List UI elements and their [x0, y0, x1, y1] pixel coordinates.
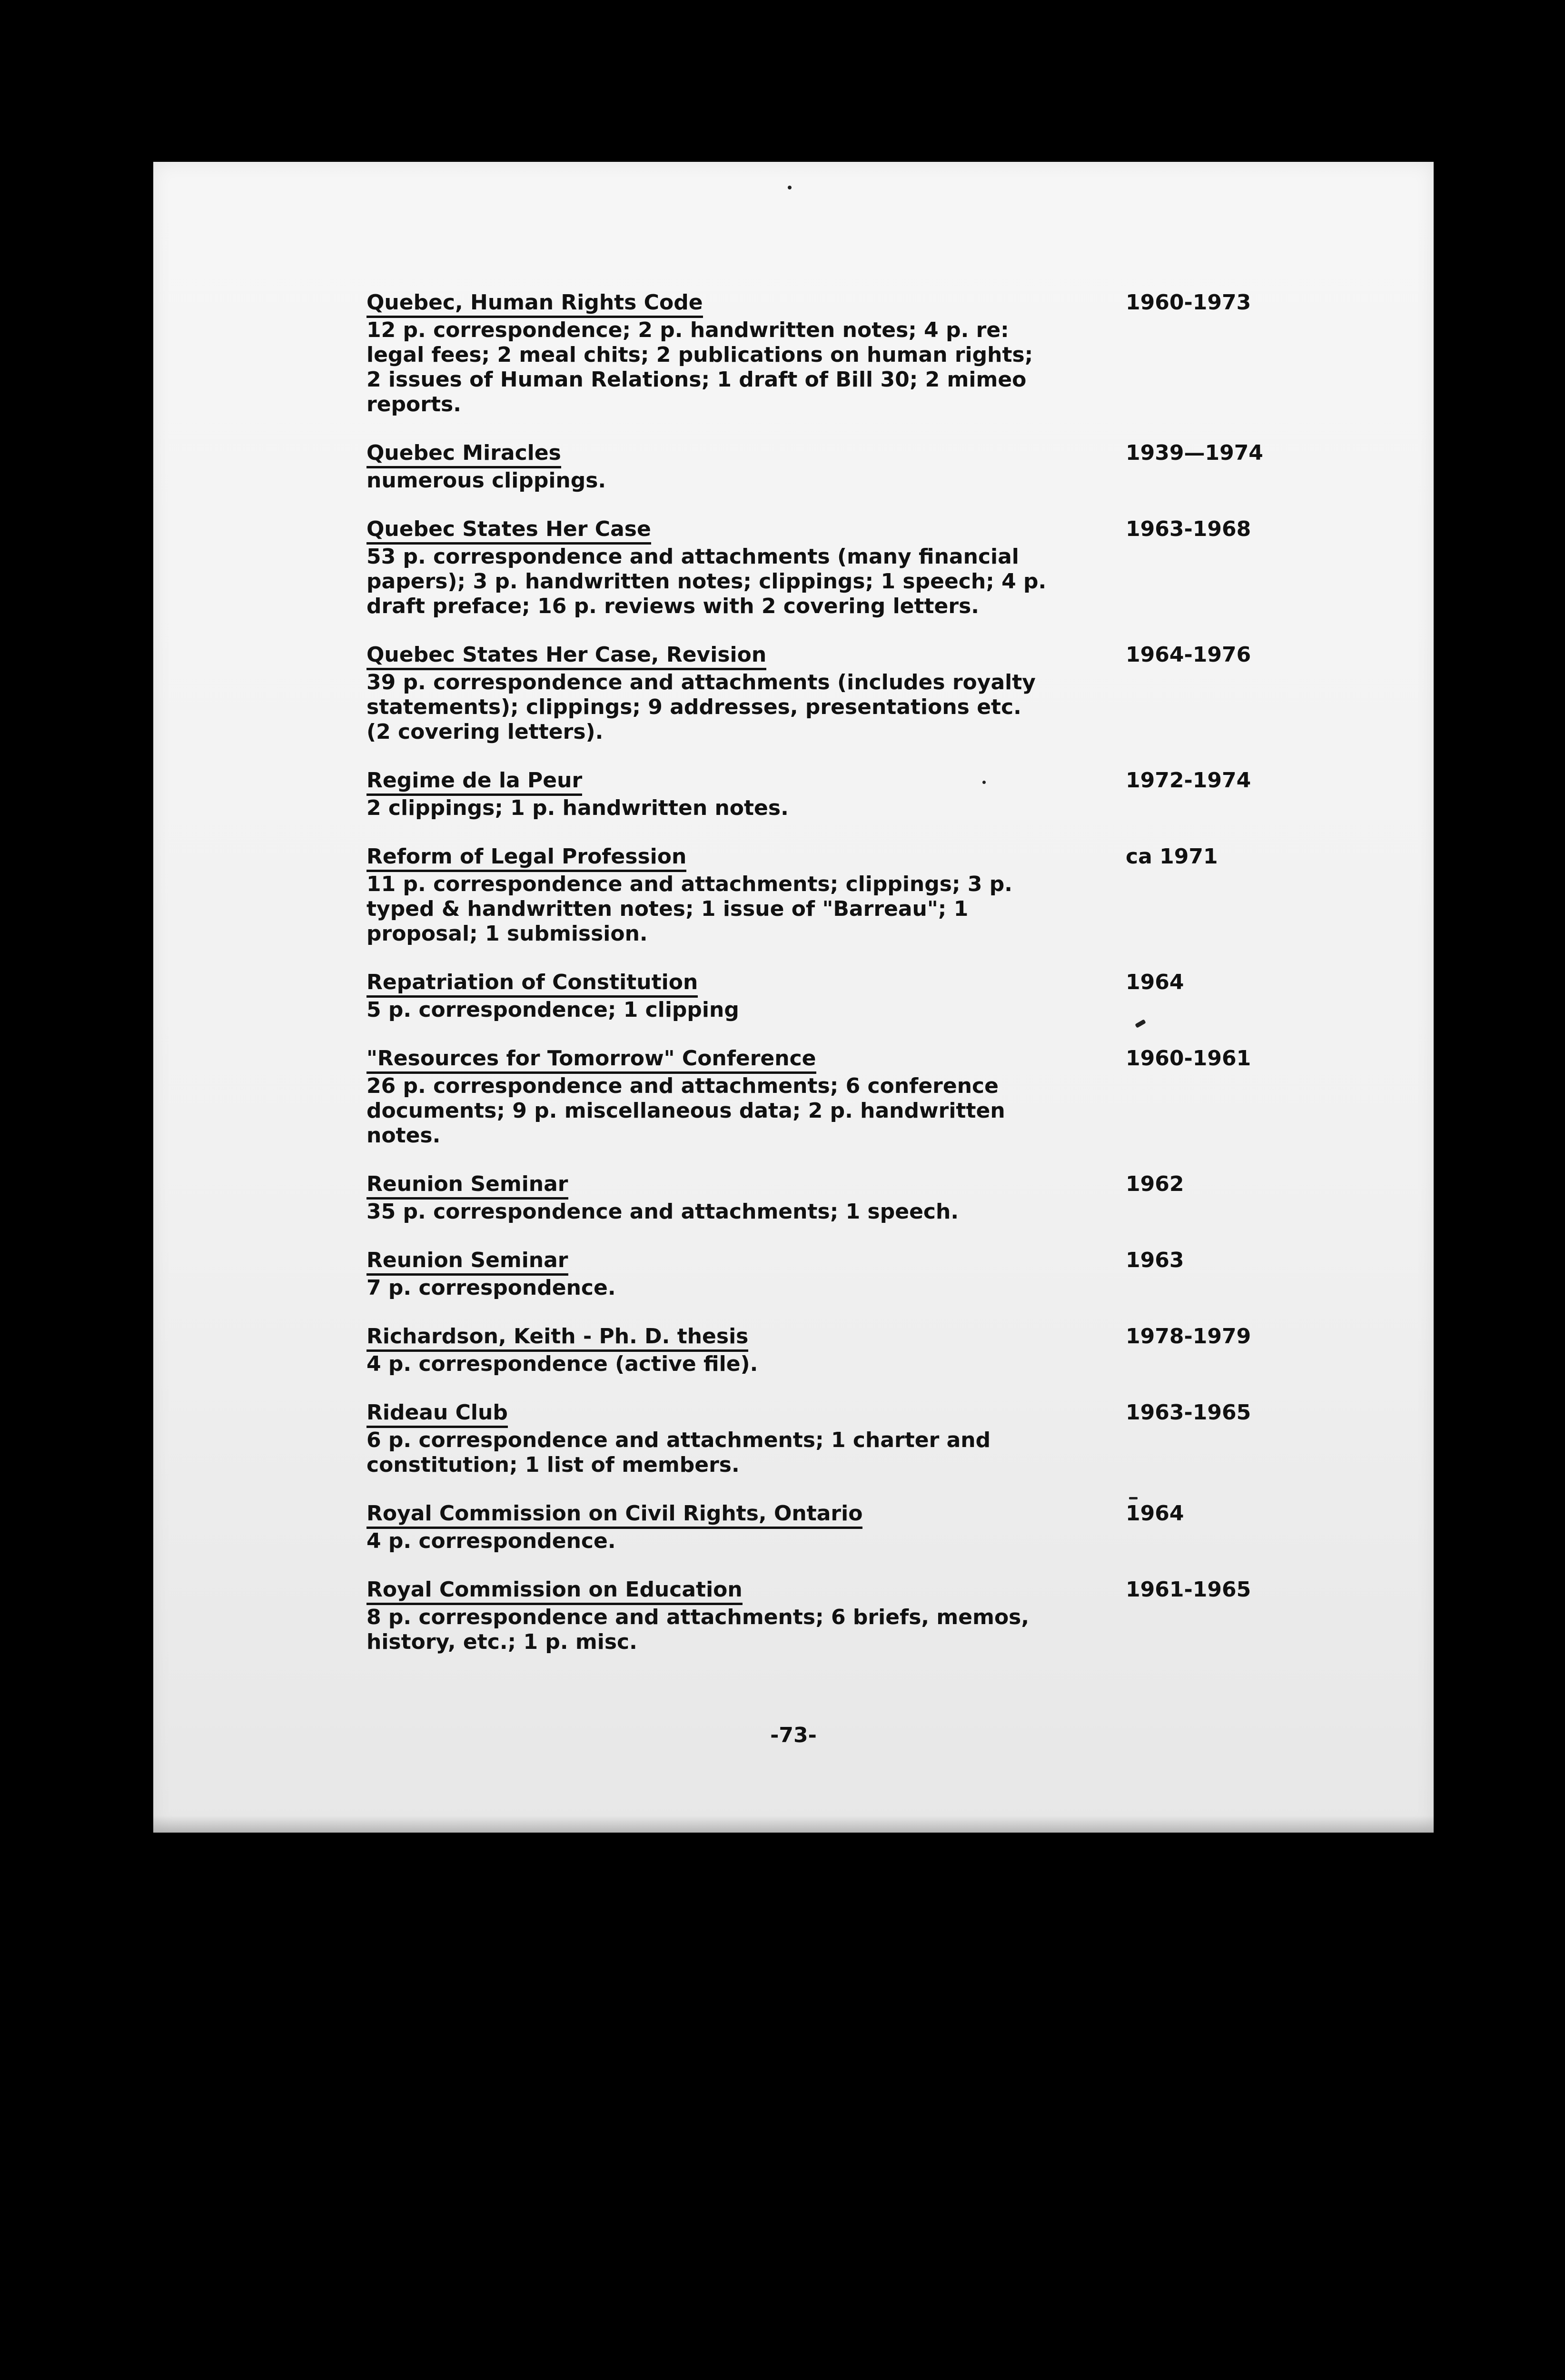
entry-title: Reunion Seminar	[366, 1248, 568, 1276]
entry-title: Repatriation of Constitution	[366, 970, 698, 998]
entry-description: 12 p. correspondence; 2 p. handwritten notes; 4 p. re: legal fees; 2 meal chits; 2 publications on human rights; 2 issues of Human Relations; 1 draft of Bill 30; 2 mimeo reports.	[366, 318, 1033, 416]
entry-date: 1972-1974	[1126, 768, 1251, 793]
page-number: -73-	[770, 1723, 817, 1747]
entry-description: 8 p. correspondence and attachments; 6 briefs, memos, history, etc.; 1 p. misc.	[366, 1605, 1030, 1654]
scan-speck	[788, 186, 792, 189]
list-item	[366, 1400, 1404, 1478]
entry-date: 1960-1973	[1126, 290, 1251, 315]
list-item	[366, 1248, 1404, 1300]
list-item	[366, 643, 1404, 744]
entry-description: 6 p. correspondence and attachments; 1 charter and constitution; 1 list of members.	[366, 1428, 991, 1477]
entry-title: Reunion Seminar	[366, 1172, 568, 1200]
entry-date: 1964-1976	[1126, 643, 1251, 667]
entry-title: Rideau Club	[366, 1400, 508, 1428]
entry-description: 5 p. correspondence; 1 clipping	[366, 998, 739, 1022]
entry-date: ca 1971	[1126, 844, 1218, 869]
entry-date: 1978-1979	[1126, 1324, 1251, 1349]
entry-description: 53 p. correspondence and attachments (many financial papers); 3 p. handwritten notes; clippings; 1 speech; 4 p. draft preface; 16 p. reviews with 2 covering letters.	[366, 545, 1047, 618]
list-item	[366, 1046, 1404, 1148]
scan-speck	[982, 781, 986, 784]
scan-speck	[1129, 1497, 1138, 1499]
list-item	[366, 844, 1404, 946]
entry-title: Quebec, Human Rights Code	[366, 290, 703, 318]
entry-title: Quebec Miracles	[366, 441, 561, 468]
entry-description: 39 p. correspondence and attachments (includes royalty statements); clippings; 9 addresses, presentations etc. (2 covering letters).	[366, 670, 1036, 744]
entry-description: 4 p. correspondence (active file).	[366, 1352, 758, 1376]
entry-title: Richardson, Keith - Ph. D. thesis	[366, 1324, 748, 1352]
entry-description: 2 clippings; 1 p. handwritten notes.	[366, 796, 789, 820]
entry-description: 11 p. correspondence and attachments; clippings; 3 p. typed & handwritten notes; 1 issue of "Barreau"; 1 proposal; 1 submission.	[366, 872, 1012, 946]
entry-title: "Resources for Tomorrow" Conference	[366, 1046, 816, 1074]
page-bottom-edge	[153, 1815, 1434, 1833]
entry-date: 1963-1968	[1126, 517, 1251, 541]
entry-description: 35 p. correspondence and attachments; 1 speech.	[366, 1200, 959, 1224]
list-item	[366, 290, 1404, 417]
list-item	[366, 1172, 1404, 1224]
entry-description: 26 p. correspondence and attachments; 6 conference documents; 9 p. miscellaneous data; 2 p. handwritten notes.	[366, 1074, 1005, 1148]
entry-title: Royal Commission on Civil Rights, Ontario	[366, 1501, 862, 1529]
entry-title: Regime de la Peur	[366, 768, 582, 796]
entry-date: 1963-1965	[1126, 1400, 1251, 1425]
entry-description: 4 p. correspondence.	[366, 1529, 616, 1553]
entry-description: 7 p. correspondence.	[366, 1276, 616, 1300]
entry-date: 1960-1961	[1126, 1046, 1251, 1071]
list-item	[366, 970, 1404, 1022]
entry-date: 1964	[1126, 1501, 1184, 1526]
entry-date: 1962	[1126, 1172, 1184, 1196]
entry-date: 1963	[1126, 1248, 1184, 1272]
list-item	[366, 1501, 1404, 1554]
list-item	[366, 517, 1404, 619]
entry-date: 1964	[1126, 970, 1184, 994]
entry-list	[366, 290, 1404, 1678]
list-item	[366, 768, 1404, 821]
entry-date: 1939—1974	[1126, 441, 1263, 465]
entry-title: Quebec States Her Case, Revision	[366, 643, 766, 670]
document-page	[153, 162, 1434, 1833]
entry-title: Royal Commission on Education	[366, 1577, 743, 1605]
list-item	[366, 1577, 1404, 1655]
entry-date: 1961-1965	[1126, 1577, 1251, 1602]
entry-title: Reform of Legal Profession	[366, 844, 686, 872]
list-item	[366, 1324, 1404, 1377]
list-item	[366, 441, 1404, 493]
entry-description: numerous clippings.	[366, 468, 606, 493]
entry-title: Quebec States Her Case	[366, 517, 651, 545]
